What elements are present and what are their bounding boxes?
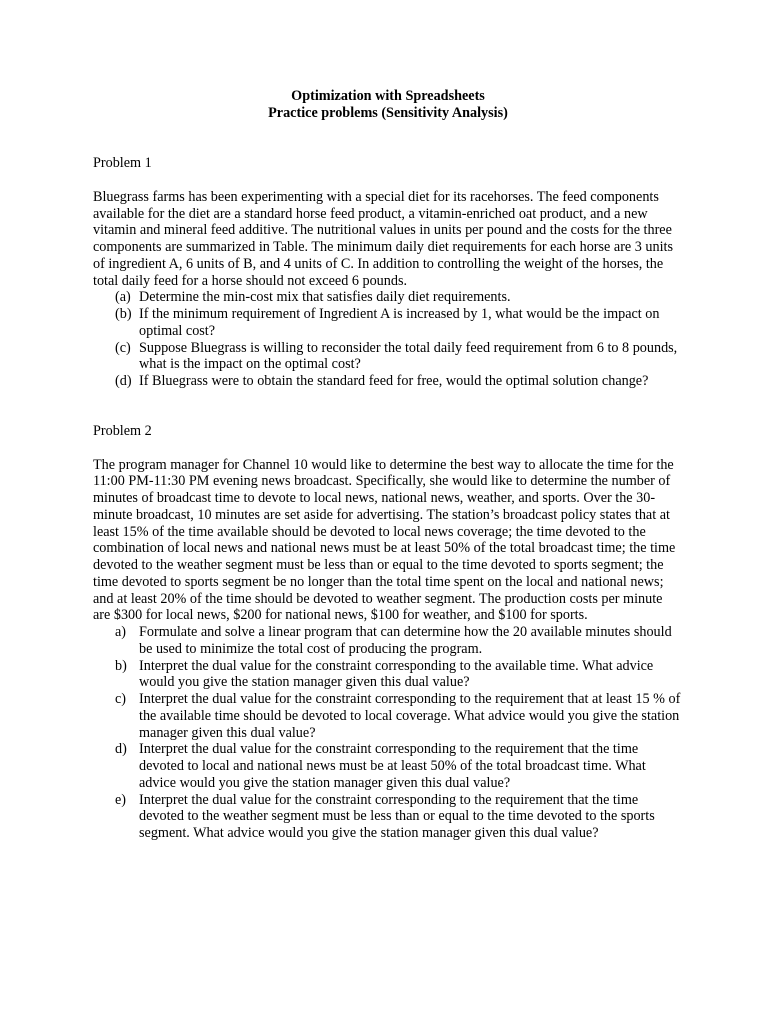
list-item [93, 373, 683, 390]
document-page [93, 88, 683, 842]
document-title: Optimization with Spreadsheets [291, 88, 485, 104]
list-item [93, 741, 683, 791]
list-item-text: Formulate and solve a linear program that can determine how the 20 available minutes should be used to minimize the total cost of producing the program. [139, 624, 672, 657]
list-item-text: Interpret the dual value for the constraint corresponding to the requirement that at least 15 % of the available time should be devoted to local coverage. What advice would you give the station manager given this dual value? [139, 691, 681, 741]
list-item [93, 658, 683, 692]
list-item-text: Suppose Bluegrass is willing to reconsider the total daily feed requirement from 6 to 8 pounds, what is the impact on the optimal cost? [139, 339, 678, 373]
list-item [93, 306, 683, 340]
list-item [93, 792, 683, 842]
list-item-marker: (b) [115, 306, 132, 322]
problem-1-question-list [93, 289, 683, 390]
list-item-text: Interpret the dual value for the constraint corresponding to the requirement that the time devoted to local and national news must be at least 50% of the total broadcast time. What advice would you give the station manager given this dual value? [139, 741, 646, 791]
list-item-marker: d) [115, 741, 127, 758]
list-item [93, 691, 683, 741]
list-item-text: If the minimum requirement of Ingredient A is increased by 1, what would be the impact on optimal cost? [139, 306, 660, 339]
list-item-marker: a) [115, 624, 127, 640]
problem-1-paragraph: Bluegrass farms has been experimenting with a special diet for its racehorses. The feed components available for the diet are a standard horse feed product, a vitamin-enriched oat product, and a new vitamin and mineral feed additive. The nutritional values in units per pound and the costs for the three components are summarized in Table. The minimum daily diet requirements for each horse are 3 units of ingredient A, 6 units of B, and 4 units of C. In addition to controlling the weight of the horses, the total daily feed for a horse should not exceed 6 pounds. [93, 188, 673, 289]
list-item-marker: (d) [115, 373, 132, 389]
list-item-text: Interpret the dual value for the constraint corresponding to the requirement that the time devoted to the weather segment must be less than or equal to the time devoted to the sports segment. What advice would you give the station manager given this dual value? [139, 791, 655, 841]
list-item-marker: b) [115, 657, 127, 674]
list-item-marker: e) [115, 791, 127, 808]
list-item [93, 289, 683, 306]
list-item-marker: (c) [115, 339, 131, 356]
list-item [93, 624, 683, 658]
problem-2-question-list [93, 624, 683, 842]
list-item-marker: c) [115, 691, 127, 707]
list-item-text: Interpret the dual value for the constraint corresponding to the available time. What advice would you give the station manager given this dual value? [139, 657, 654, 691]
list-item-text: Determine the min-cost mix that satisfies daily diet requirements. [139, 289, 511, 306]
list-item [93, 340, 683, 374]
problem-2-heading: Problem 2 [93, 422, 152, 439]
list-item-text: If Bluegrass were to obtain the standard feed for free, would the optimal solution change? [139, 373, 649, 389]
problem-1-heading: Problem 1 [93, 155, 152, 171]
problem-2-paragraph: The program manager for Channel 10 would like to determine the best way to allocate the time for the 11:00 PM-11:30 PM evening news broadcast. Specifically, she would like to determine the number of minutes of broadcast time to devote to local news, national news, weather, and sports. Over the 30-minute broadcast, 10 minutes are set aside for advertising. The station’s broadcast policy states that at least 15% of the time available should be devoted to local news coverage; the time devoted to the combination of local news and national news must be at least 50% of the total broadcast time; the time devoted to the weather segment must be less than or equal to the time devoted to sports segment; the time devoted to sports segment be no longer than the total time spent on the local and national news; and at least 20% of the time should be devoted to weather segment. The production costs per minute are $300 for local news, $200 for national news, $100 for weather, and $100 for sports. [93, 456, 676, 624]
document-subtitle: Practice problems (Sensitivity Analysis) [268, 105, 508, 121]
list-item-marker: (a) [115, 289, 131, 306]
